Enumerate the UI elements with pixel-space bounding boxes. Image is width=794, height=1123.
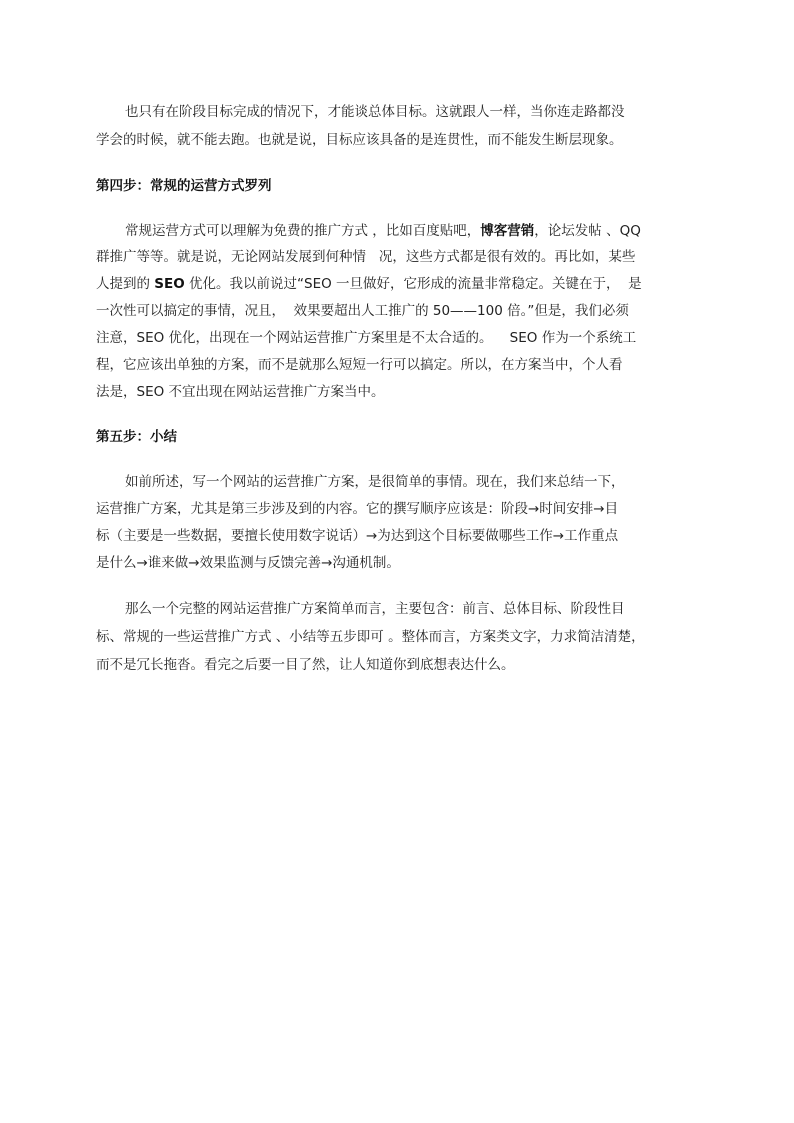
paragraph-2-line-6: 程，它应该出单独的方案，而不是就那么短短一行可以搞定。所以，在方案当中，个人看 [96, 357, 623, 373]
paragraph-3-line-1: 如前所述，写一个网站的运营推广方案，是很简单的事情。现在，我们来总结一下， [125, 474, 625, 490]
paragraph-2-line-3 [96, 275, 642, 293]
paragraph-3-line-2: 运营推广方案，尤其是第三步涉及到的内容。它的撰写顺序应该是：阶段→时间安排→目 [96, 501, 619, 517]
bold-term-seo: SEO [154, 276, 185, 292]
paragraph-2-line-1 [125, 222, 641, 240]
paragraph-4-line-3: 而不是冗长拖沓。看完之后要一目了然，让人知道你到底想表达什么。 [96, 657, 515, 673]
paragraph-2-line-7: 法是，SEO 不宜出现在网站运营推广方案当中。 [96, 384, 385, 400]
paragraph-4-line-2: 标、常规的一些运营推广方式 、小结等五步即可 。整体而言，方案类文字，力求简洁清楚， [96, 629, 645, 645]
paragraph-2-line-2: 群推广等等。就是说，无论网站发展到何种情 况，这些方式都是很有效的。再比如，某些 [96, 249, 636, 265]
paragraph-2-text: ，论坛发帖 、QQ [534, 223, 641, 239]
paragraph-2-line-5: 注意，SEO 优化，出现在一个网站运营推广方案里是不太合适的。 SEO 作为一个系统工 [96, 330, 637, 346]
paragraph-3-line-4: 是什么→谁来做→效果监测与反馈完善→沟通机制。 [96, 555, 400, 571]
bold-term-blog-marketing: 博客营销 [480, 223, 535, 239]
paragraph-4-line-1: 那么一个完整的网站运营推广方案简单而言，主要包含：前言、总体目标、阶段性目 [125, 601, 625, 617]
paragraph-2-text: 优化。我以前说过“SEO 一旦做好，它形成的流量非常稳定。关键在于， 是 [184, 276, 642, 292]
paragraph-2-text: 常规运营方式可以理解为免费的推广方式 ，比如百度贴吧， [125, 223, 481, 239]
paragraph-3-line-3: 标（主要是一些数据，要擅长使用数字说话）→为达到这个目标要做哪些工作→工作重点 [96, 528, 619, 544]
section-heading-step-4: 第四步：常规的运营方式罗列 [96, 178, 272, 194]
paragraph-1-line-2: 学会的时候，就不能去跑。也就是说，目标应该具备的是连贯性，而不能发生断层现象。 [96, 132, 623, 148]
paragraph-2-line-4: 一次性可以搞定的事情，况且， 效果要超出人工推广的 50——100 倍。”但是，我们必须 [96, 303, 629, 319]
paragraph-1-line-1: 也只有在阶段目标完成的情况下，才能谈总体目标。这就跟人一样，当你连走路都没 [125, 104, 625, 120]
paragraph-2-text: 人提到的 [96, 276, 155, 292]
section-heading-step-5: 第五步：小结 [96, 429, 177, 445]
